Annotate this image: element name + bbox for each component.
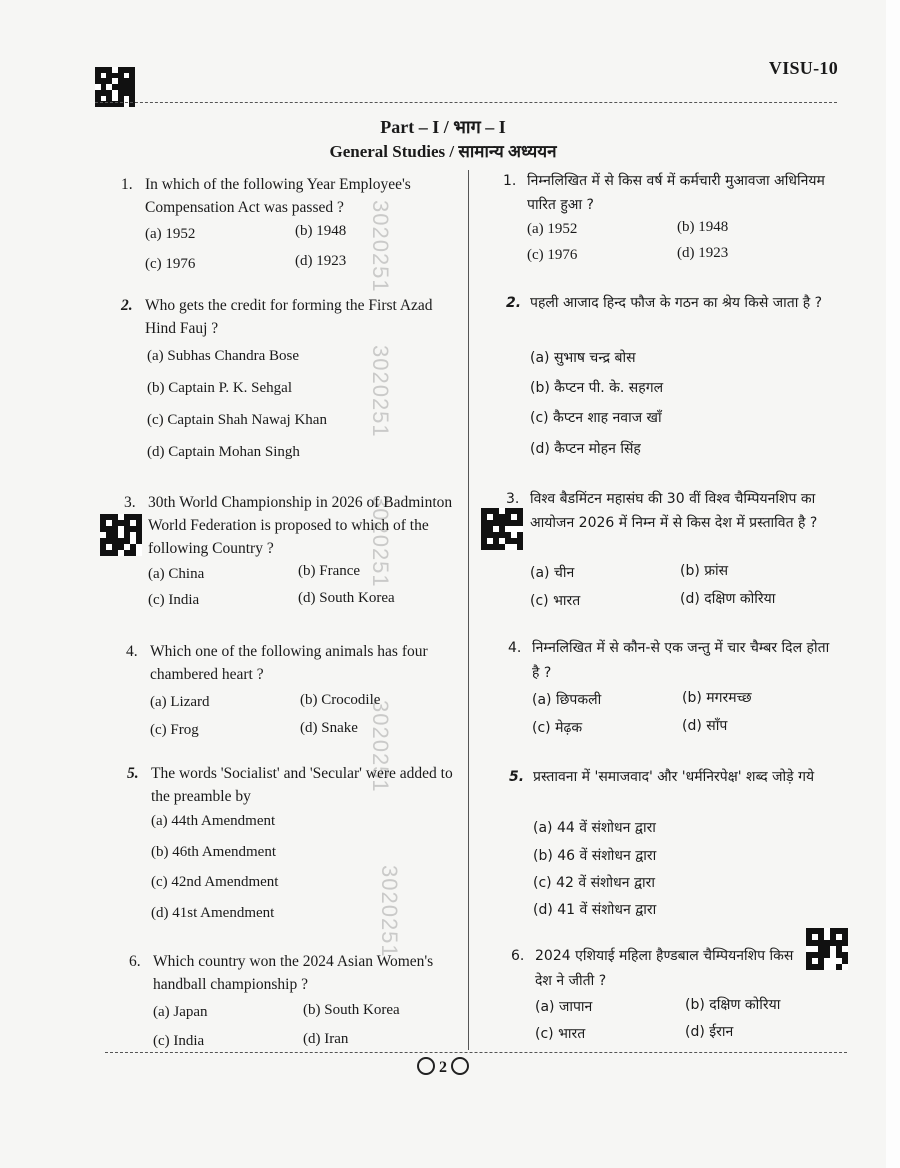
option-hi-3a[interactable]: (a) चीन: [530, 565, 575, 581]
option-en-3c[interactable]: (c) India: [148, 592, 200, 608]
option-en-1c[interactable]: (c) 1976: [145, 256, 196, 272]
option-hi-6b[interactable]: (b) दक्षिण कोरिया: [685, 997, 781, 1013]
watermark-text: 3020251: [368, 700, 393, 793]
question-hi-3: 3. विश्व बैडमिंटन महासंघ की 30 वीं विश्व चैम्पियनशिप का आयोजन 2026 में निम्न में से किस देश में प्रस्तावित है ?: [506, 491, 818, 531]
option-en-4c[interactable]: (c) Frog: [150, 722, 199, 738]
option-hi-5c[interactable]: (c) 42 वें संशोधन द्वारा: [533, 875, 656, 891]
question-hi-5: 5. प्रस्तावना में 'समाजवाद' और 'धर्मनिरपेक्ष' शब्द जोड़े गये: [509, 769, 815, 785]
paper-code: VISU-10: [768, 58, 838, 78]
option-en-6d[interactable]: (d) Iran: [303, 1031, 349, 1047]
option-hi-2c[interactable]: (c) कैप्टन शाह नवाज खाँ: [530, 410, 662, 426]
option-hi-3d[interactable]: (d) दक्षिण कोरिया: [680, 591, 776, 607]
option-hi-6a[interactable]: (a) जापान: [535, 999, 593, 1015]
question-en-1: 1. In which of the following Year Employee's Compensation Act was passed ?: [121, 176, 411, 216]
option-en-2a[interactable]: (a) Subhas Chandra Bose: [147, 348, 300, 364]
qr-code-icon: [95, 67, 135, 107]
watermark-text: 3020251: [368, 345, 393, 438]
question-en-2: 2. Who gets the credit for forming the First Azad Hind Fauj ?: [121, 297, 433, 337]
option-hi-6d[interactable]: (d) ईरान: [685, 1024, 734, 1040]
question-hi-4: 4. निम्नलिखित में से कौन-से एक जन्तु में चार चैम्बर दिल होता है ?: [508, 640, 830, 681]
qr-code-icon: [100, 514, 142, 556]
qr-code-icon: [481, 508, 523, 550]
option-en-4d[interactable]: (d) Snake: [300, 720, 358, 736]
option-hi-4a[interactable]: (a) छिपकली: [532, 692, 602, 708]
option-hi-4b[interactable]: (b) मगरमच्छ: [682, 690, 752, 706]
option-en-6a[interactable]: (a) Japan: [153, 1004, 208, 1020]
question-hi-1: 1. निम्नलिखित में से किस वर्ष में कर्मचारी मुआवजा अधिनियम पारित हुआ ?: [503, 173, 825, 213]
qr-code-icon: [806, 928, 848, 970]
page-number: 2: [0, 1057, 886, 1077]
subject-heading: General Studies / सामान्य अध्ययन: [329, 142, 557, 161]
option-hi-1c[interactable]: (c) 1976: [527, 247, 578, 263]
column-divider: [468, 170, 469, 1050]
bottom-divider: [105, 1052, 847, 1053]
option-hi-1b[interactable]: (b) 1948: [677, 219, 729, 235]
watermark-text: 3020251: [368, 495, 393, 588]
question-en-3: 3. 30th World Championship in 2026 of Badminton World Federation is proposed to which of the following Country ?: [124, 494, 453, 557]
option-en-6c[interactable]: (c) India: [153, 1033, 205, 1049]
option-en-4a[interactable]: (a) Lizard: [150, 694, 210, 710]
option-hi-5d[interactable]: (d) 41 वें संशोधन द्वारा: [533, 902, 657, 918]
option-en-2d[interactable]: (d) Captain Mohan Singh: [147, 444, 300, 460]
question-hi-6: 6. 2024 एशियाई महिला हैण्डबाल चैम्पियनशिप किस देश ने जीती ?: [511, 948, 794, 989]
circle-icon: [451, 1057, 469, 1075]
option-en-5d[interactable]: (d) 41st Amendment: [151, 905, 275, 921]
option-hi-5b[interactable]: (b) 46 वें संशोधन द्वारा: [533, 848, 657, 864]
question-hi-2: 2. पहली आजाद हिन्द फौज के गठन का श्रेय किसे जाता है ?: [506, 295, 823, 311]
question-en-5: 5. The words 'Socialist' and 'Secular' were added to the preamble by: [127, 765, 453, 805]
option-hi-5a[interactable]: (a) 44 वें संशोधन द्वारा: [533, 820, 656, 836]
option-en-5a[interactable]: (a) 44th Amendment: [151, 813, 276, 829]
option-hi-4d[interactable]: (d) साँप: [682, 718, 728, 734]
page-edge: [886, 0, 900, 1168]
part-heading: Part – I / भाग – I: [380, 117, 506, 137]
option-hi-2b[interactable]: (b) कैप्टन पी. के. सहगल: [530, 380, 664, 396]
watermark-text: 3020251: [377, 865, 402, 958]
option-en-4b[interactable]: (b) Crocodile: [300, 692, 381, 708]
circle-icon: [417, 1057, 435, 1075]
option-en-2b[interactable]: (b) Captain P. K. Sehgal: [147, 380, 292, 396]
option-en-5c[interactable]: (c) 42nd Amendment: [151, 874, 279, 890]
option-en-1d[interactable]: (d) 1923: [295, 253, 347, 269]
option-hi-3c[interactable]: (c) भारत: [530, 593, 581, 609]
option-hi-4c[interactable]: (c) मेढ़क: [532, 720, 583, 736]
option-en-3d[interactable]: (d) South Korea: [298, 590, 395, 606]
option-hi-1d[interactable]: (d) 1923: [677, 245, 729, 261]
option-hi-2d[interactable]: (d) कैप्टन मोहन सिंह: [530, 441, 641, 457]
option-en-1b[interactable]: (b) 1948: [295, 223, 347, 239]
watermark-text: 3020251: [368, 200, 393, 293]
top-divider: [95, 102, 837, 103]
question-en-4: 4. Which one of the following animals has four chambered heart ?: [126, 643, 428, 683]
option-en-5b[interactable]: (b) 46th Amendment: [151, 844, 276, 860]
option-hi-3b[interactable]: (b) फ्रांस: [680, 563, 729, 579]
option-en-6b[interactable]: (b) South Korea: [303, 1002, 400, 1018]
option-en-1a[interactable]: (a) 1952: [145, 226, 196, 242]
option-hi-6c[interactable]: (c) भारत: [535, 1026, 586, 1042]
option-en-3a[interactable]: (a) China: [148, 566, 205, 582]
question-en-6: 6. Which country won the 2024 Asian Women's handball championship ?: [129, 953, 434, 993]
option-hi-2a[interactable]: (a) सुभाष चन्द्र बोस: [530, 350, 636, 366]
option-en-2c[interactable]: (c) Captain Shah Nawaj Khan: [147, 412, 327, 428]
option-hi-1a[interactable]: (a) 1952: [527, 221, 578, 237]
option-en-3b[interactable]: (b) France: [298, 563, 361, 579]
